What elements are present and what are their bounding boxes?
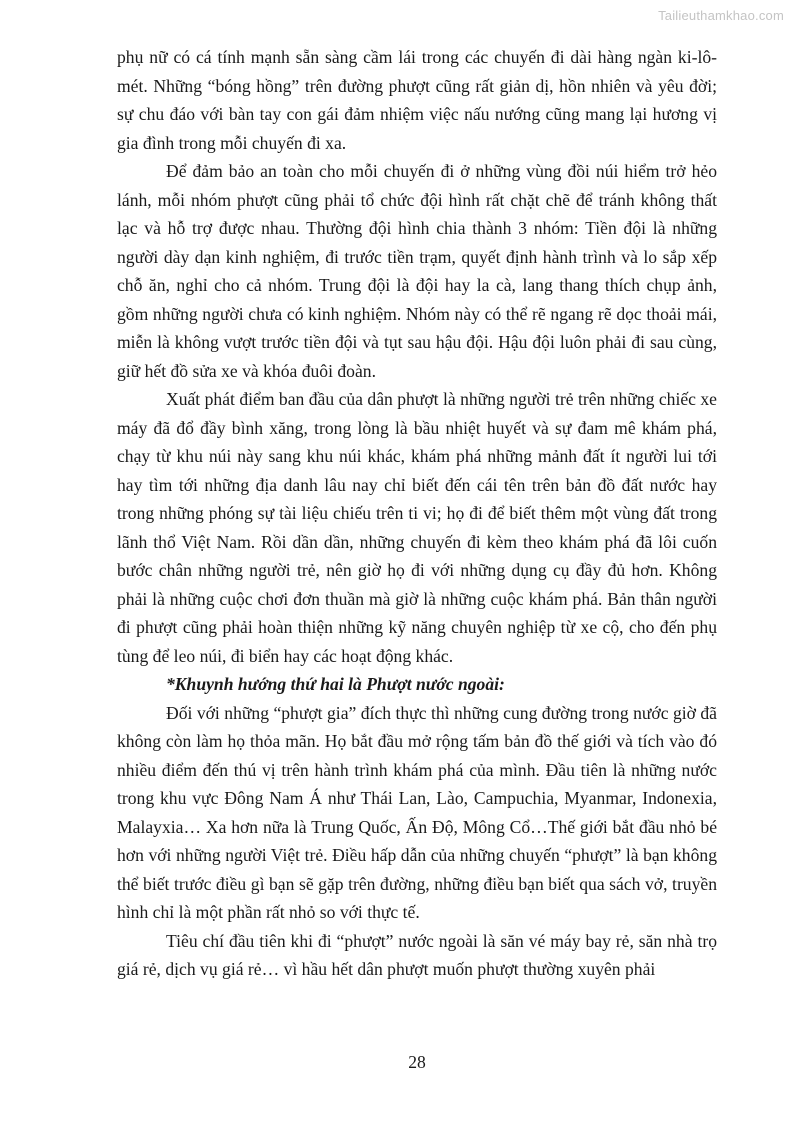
paragraph-criteria: Tiêu chí đầu tiên khi đi “phượt” nước ngoài là săn vé máy bay rẻ, săn nhà trọ giá rẻ, dịch vụ giá rẻ… vì hầu hết dân phượt muốn phượt thường xuyên phải — [117, 930, 717, 979]
paragraph-origins: Xuất phát điểm ban đầu của dân phượt là những người trẻ trên những chiếc xe máy đã đổ đầy bình xăng, trong lòng là bầu nhiệt huyết và sự đam mê khám phá, chạy từ khu núi này sang khu núi khác, khám phá những mảnh đất ít người lui tới hay tìm tới những địa danh lâu nay chỉ biết đến cái tên trên bản đồ đất nước hay trong những phóng sự tài liệu chiếu trên ti vi; họ đi để biết thêm một vùng đất trong lãnh thổ Việt Nam. Rồi dần dần, những chuyến đi kèm theo khám phá đã lôi cuốn bước chân những người trẻ, nên giờ họ đi với những dụng cụ đầy đủ hơn. Không phải là những cuộc chơi đơn thuần mà giờ là những cuộc khám phá. Bản thân người đi phượt cũng phải hoàn thiện những kỹ năng chuyên nghiệp từ xe cộ, cho đến phụ tùng để leo núi, đi biển hay các hoạt động khác. — [117, 389, 717, 666]
page-body — [117, 43, 717, 984]
site-watermark: Tailieuthamkhao.com — [658, 8, 784, 23]
section-subheading: *Khuynh hướng thứ hai là Phượt nước ngoài: — [166, 674, 505, 694]
paragraph-team-formation: Để đảm bảo an toàn cho mỗi chuyến đi ở những vùng đồi núi hiểm trở hẻo lánh, mỗi nhóm phượt cũng phải tổ chức đội hình rất chặt chẽ để tránh không thất lạc và hỗ trợ được nhau. Thường đội hình chia thành 3 nhóm: Tiền đội là những người dày dạn kinh nghiệm, đi trước tiền trạm, quyết định hành trình và lo sắp xếp chỗ ăn, nghỉ cho cả nhóm. Trung đội là đội hay la cà, lang thang thích chụp ảnh, gồm những người chưa có kinh nghiệm. Nhóm này có thể rẽ ngang rẽ dọc thoải mái, miễn là không vượt trước tiền đội và tụt sau hậu đội. Hậu đội luôn phải đi sau cùng, giữ hết đồ sửa xe và khóa đuôi đoàn. — [117, 161, 717, 381]
paragraph-continuation: phụ nữ có cá tính mạnh sẵn sàng cầm lái trong các chuyến đi dài hàng ngàn ki-lô-mét. Những “bóng hồng” trên đường phượt cũng rất giản dị, hồn nhiên và yêu đời; sự chu đáo với bàn tay con gái đảm nhiệm việc nấu nướng cũng mang lại hương vị gia đình trong mỗi chuyến đi xa. — [117, 47, 717, 153]
page-number: 28 — [408, 1052, 426, 1072]
paragraph-abroad: Đối với những “phượt gia” đích thực thì những cung đường trong nước giờ đã không còn làm họ thỏa mãn. Họ bắt đầu mở rộng tấm bản đồ thế giới và tích vào đó nhiều điểm đến thú vị trên hành trình khám phá của mình. Đầu tiên là những nước trong khu vực Đông Nam Á như Thái Lan, Lào, Campuchia, Myanmar, Indonexia, Malayxia… Xa hơn nữa là Trung Quốc, Ấn Độ, Mông Cổ…Thế giới bắt đầu nhỏ bé hơn với những người Việt trẻ. Điều hấp dẫn của những chuyến “phượt” là bạn không thể biết trước điều gì bạn sẽ gặp trên đường, những điều bạn biết qua sách vở, truyền hình chỉ là một phần rất nhỏ so với thực tế. — [117, 702, 717, 922]
